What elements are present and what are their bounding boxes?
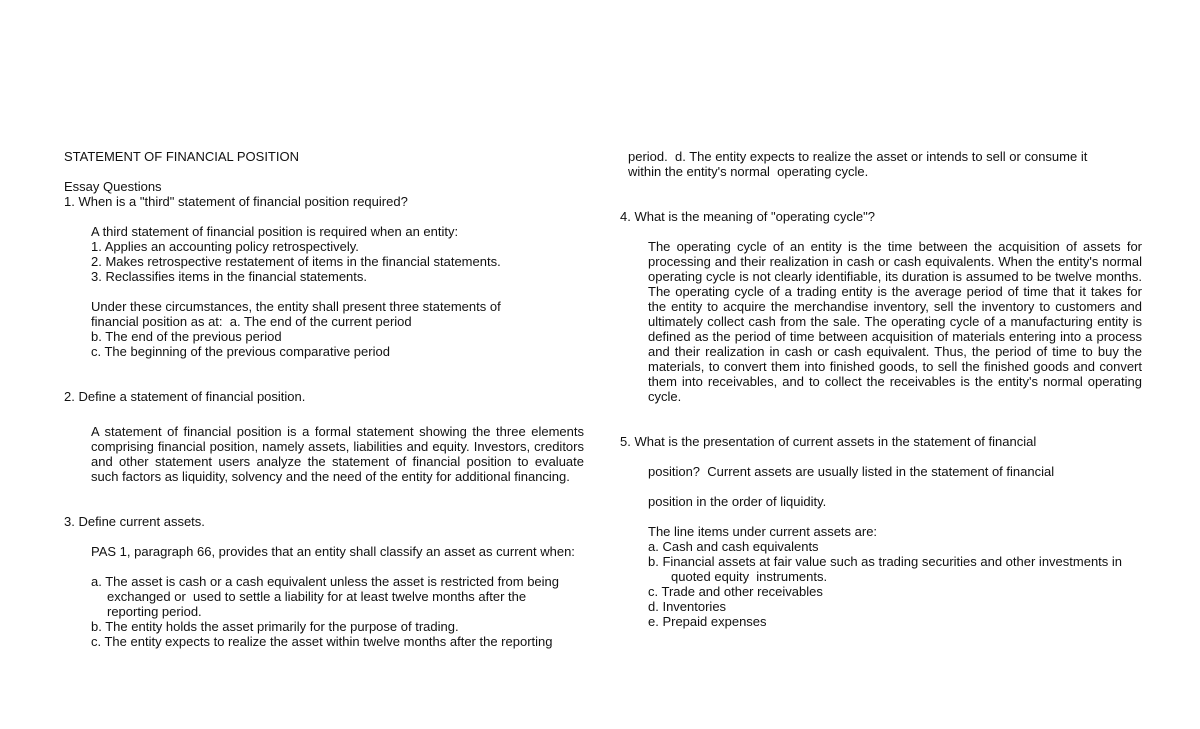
q3-intro: PAS 1, paragraph 66, provides that an entity shall classify an asset as current when:	[91, 544, 575, 559]
q5-list-intro: The line items under current assets are:	[648, 524, 878, 539]
q5-paragraph-line-1: position? Current assets are usually listed in the statement of financial	[648, 464, 1055, 479]
continuation-line-2: within the entity's normal operating cycle.	[628, 164, 869, 179]
q1-intro: A third statement of financial position is required when an entity:	[91, 224, 459, 239]
question-5: 5. What is the presentation of current assets in the statement of financial	[620, 434, 1037, 449]
q1-circumstances-b: b. The end of the previous period	[91, 329, 282, 344]
q2-answer: A statement of financial position is a formal statement showing the three elements comprising financial position, namely assets, liabilities and equity. Investors, creditors and other statement users analyze the statement of financial position to evaluate such factors as liquidity, solvency and the need of the entity for additional financing.	[91, 424, 584, 484]
q3-item-a-line-3: reporting period.	[107, 604, 202, 619]
question-1: 1. When is a "third" statement of financial position required?	[64, 194, 408, 209]
continuation-line-1: period. d. The entity expects to realize the asset or intends to sell or consume it	[628, 149, 1088, 164]
q3-item-c: c. The entity expects to realize the asset within twelve months after the reporting	[91, 634, 553, 649]
q4-answer: The operating cycle of an entity is the time between the acquisition of assets for processing and their realization in cash or cash equivalents. When the entity's normal operating cycle is not clearly identifiable, its duration is assumed to be twelve months. The operating cycle of a trading entity is the average period of time that it takes for the entity to acquire the merchandise inventory, sell the inventory to customers and ultimately collect cash from the sale. The operating cycle of a manufacturing entity is defined as the period of time between acquisition of materials entering into a process and their realization in cash or cash equivalent. Thus, the period of time to buy the materials, to convert them into finished goods, to sell the finished goods and convert them into receivables, and to collect the receivables is the entity's normal operating cycle.	[648, 239, 1142, 404]
q1-item-2: 2. Makes retrospective restatement of items in the financial statements.	[91, 254, 501, 269]
q3-item-a-line-1: a. The asset is cash or a cash equivalent unless the asset is restricted from being	[91, 574, 559, 589]
q5-item-b-line-1: b. Financial assets at fair value such as trading securities and other investments in	[648, 554, 1123, 569]
q1-item-1: 1. Applies an accounting policy retrospectively.	[91, 239, 359, 254]
right-column	[620, 149, 1142, 629]
question-2: 2. Define a statement of financial position.	[64, 389, 306, 404]
q1-circumstances-c: c. The beginning of the previous comparative period	[91, 344, 390, 359]
q1-circumstances-line-2: financial position as at: a. The end of the current period	[91, 314, 412, 329]
q5-item-e: e. Prepaid expenses	[648, 614, 767, 629]
q5-paragraph-line-2: position in the order of liquidity.	[648, 494, 827, 509]
q5-item-b-line-2: quoted equity instruments.	[671, 569, 828, 584]
q1-item-3: 3. Reclassifies items in the financial statements.	[91, 269, 368, 284]
essay-heading: Essay Questions	[64, 179, 162, 194]
question-4: 4. What is the meaning of "operating cycle"?	[620, 209, 875, 224]
q5-item-a: a. Cash and cash equivalents	[648, 539, 819, 554]
q3-item-b: b. The entity holds the asset primarily for the purpose of trading.	[91, 619, 459, 634]
q5-item-c: c. Trade and other receivables	[648, 584, 823, 599]
q3-item-a-line-2: exchanged or used to settle a liability for at least twelve months after the	[107, 589, 527, 604]
document-title: STATEMENT OF FINANCIAL POSITION	[64, 149, 299, 164]
left-column	[64, 149, 584, 649]
question-3: 3. Define current assets.	[64, 514, 205, 529]
q1-circumstances-line-1: Under these circumstances, the entity shall present three statements of	[91, 299, 501, 314]
q5-item-d: d. Inventories	[648, 599, 727, 614]
